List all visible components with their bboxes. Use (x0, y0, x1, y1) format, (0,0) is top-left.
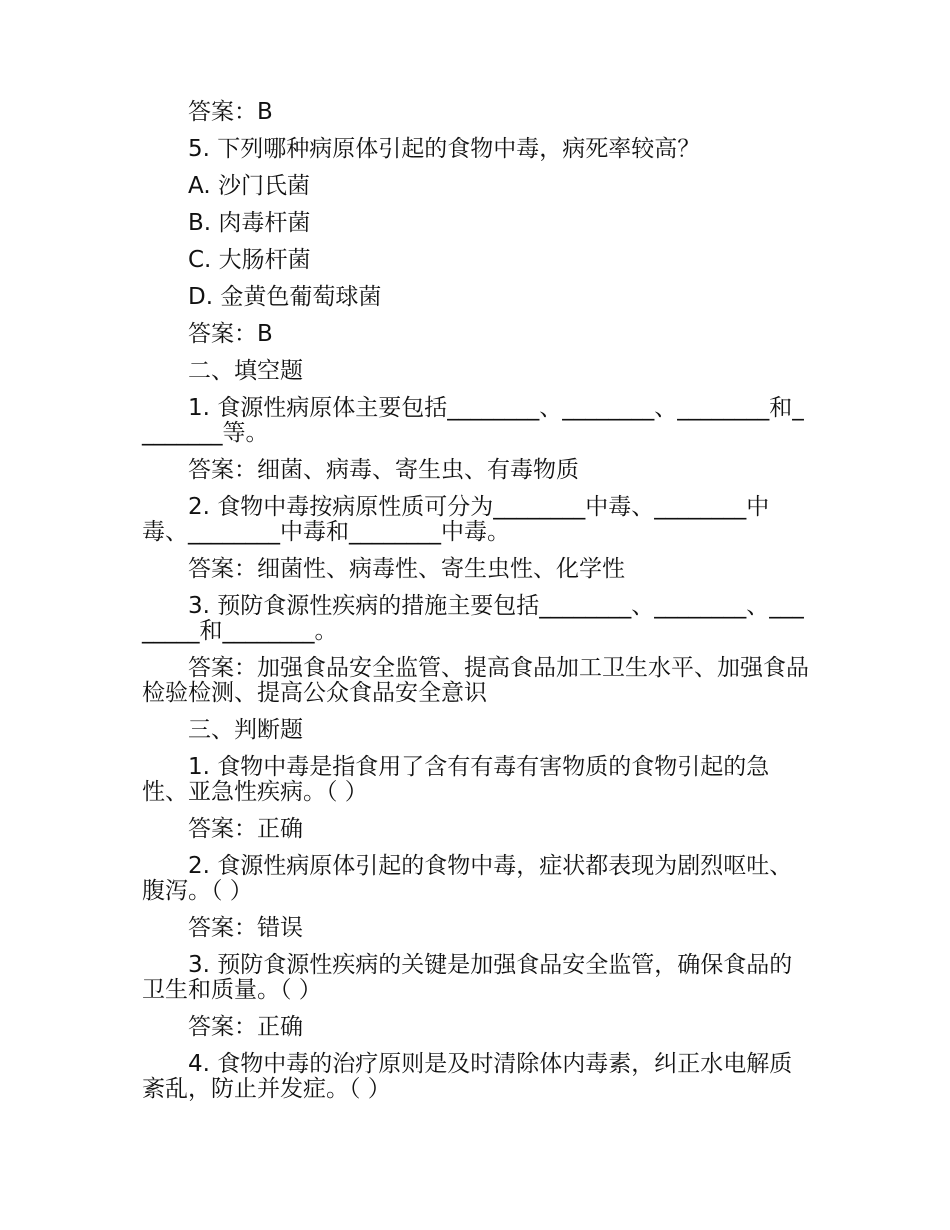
true-false-question: 2. 食源性病原体引起的食物中毒，症状都表现为剧烈呕吐、腹泻。（ ） (142, 853, 793, 904)
true-false-question: 3. 预防食源性疾病的关键是加强食品安全监管，确保食品的卫生和质量。（ ） (142, 952, 793, 1003)
fill-blank-question: 2. 食物中毒按病原性质可分为________中毒、________中毒、________中毒和________中毒。 (142, 494, 770, 545)
option-b: B. 肉毒杆菌 (188, 210, 311, 236)
option-d: D. 金黄色葡萄球菌 (188, 284, 382, 310)
fill-blank-question: 3. 预防食源性疾病的措施主要包括________、________、________和________。 (142, 593, 804, 644)
option-c: C. 大肠杆菌 (188, 247, 311, 273)
answer-line: 答案：加强食品安全监管、提高食品加工卫生水平、加强食品检验检测、提高公众食品安全意识 (142, 655, 809, 706)
answer-line: 答案：错误 (188, 915, 303, 941)
answer-line: 答案：正确 (188, 1014, 303, 1040)
question-text: 5. 下列哪种病原体引起的食物中毒，病死率较高？ (188, 136, 701, 162)
answer-line: 答案：细菌性、病毒性、寄生虫性、化学性 (188, 556, 625, 582)
answer-line: 答案：B (188, 321, 273, 347)
section-heading: 三、判断题 (188, 717, 303, 743)
true-false-question: 4. 食物中毒的治疗原则是及时清除体内毒素，纠正水电解质紊乱，防止并发症。（ ） (142, 1051, 793, 1102)
true-false-question: 1. 食物中毒是指食用了含有有毒有害物质的食物引起的急性、亚急性疾病。（ ） (142, 754, 770, 805)
answer-line: 答案：正确 (188, 816, 303, 842)
section-heading: 二、填空题 (188, 358, 303, 384)
answer-line: 答案：B (188, 99, 273, 125)
fill-blank-question: 1. 食源性病原体主要包括________、________、________和________等。 (142, 395, 804, 446)
option-a: A. 沙门氏菌 (188, 173, 310, 199)
answer-line: 答案：细菌、病毒、寄生虫、有毒物质 (188, 457, 579, 483)
document-body (142, 100, 814, 1114)
